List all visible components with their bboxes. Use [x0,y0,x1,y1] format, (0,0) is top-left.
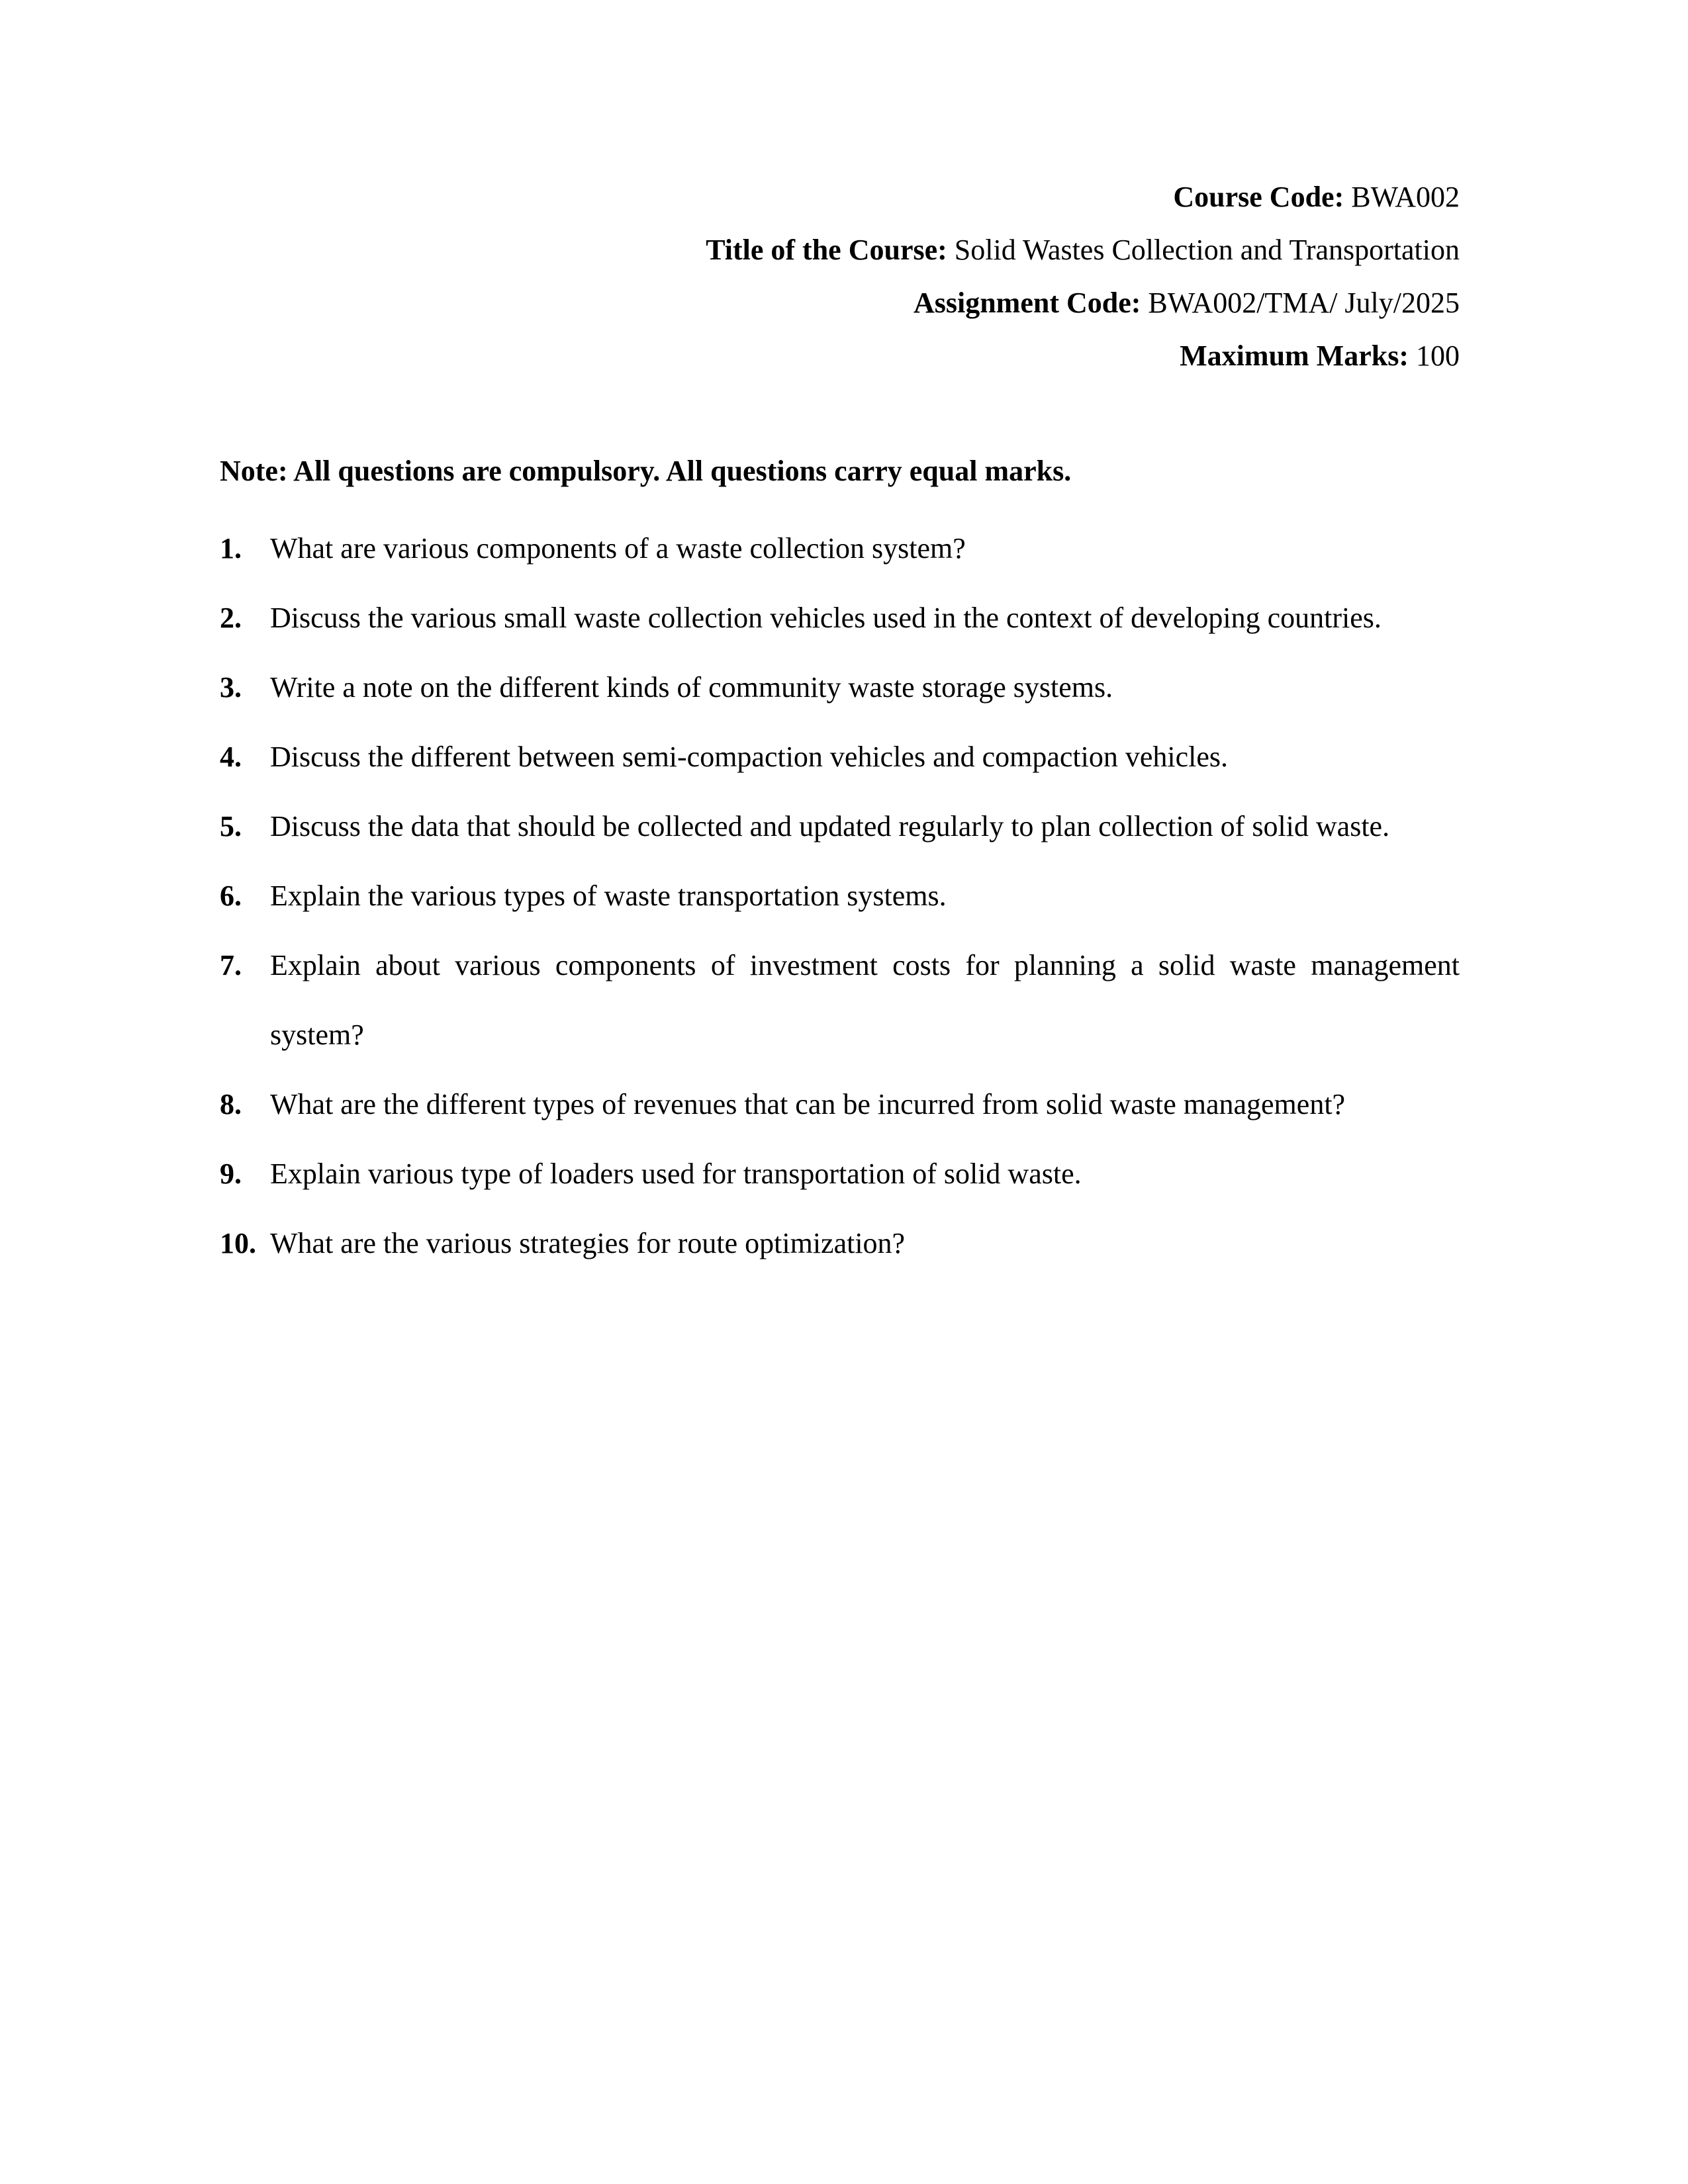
question-text: Explain about various components of investment costs for planning a solid waste management system? [270,949,1460,1051]
max-marks-value: 100 [1416,340,1460,372]
question-text: Explain the various types of waste transportation systems. [270,880,947,912]
question-item [220,514,1460,583]
instructions-note: Note: All questions are compulsory. All questions carry equal marks. [220,455,1072,487]
question-item [220,792,1460,861]
question-text: What are the various strategies for route optimization? [270,1227,906,1259]
document-header [706,171,1460,383]
assignment-code-line [706,277,1460,330]
question-number: 8. [220,1088,242,1120]
question-text: Write a note on the different kinds of community waste storage systems. [270,671,1113,704]
question-text: Discuss the various small waste collection vehicles used in the context of developing countries. [270,602,1382,634]
question-list [220,514,1460,1278]
course-title-line [706,224,1460,277]
question-item [220,1208,1460,1278]
question-text: Discuss the data that should be collected and updated regularly to plan collection of solid waste. [270,810,1390,842]
question-number: 9. [220,1158,242,1190]
course-code-line [706,171,1460,224]
question-number: 2. [220,602,242,634]
question-number: 3. [220,671,242,704]
question-number: 6. [220,880,242,912]
question-item [220,1139,1460,1208]
question-text: Discuss the different between semi-compaction vehicles and compaction vehicles. [270,741,1229,773]
question-item [220,722,1460,792]
question-item [220,931,1460,1069]
max-marks-label: Maximum Marks: [1180,340,1409,372]
question-number: 10. [220,1227,256,1259]
question-item [220,861,1460,931]
course-code-value: BWA002 [1351,181,1460,213]
question-number: 1. [220,532,242,565]
assignment-code-label: Assignment Code: [913,287,1141,319]
question-number: 5. [220,810,242,842]
question-number: 4. [220,741,242,773]
course-title-label: Title of the Course: [706,234,947,266]
max-marks-line [706,330,1460,383]
assignment-code-value: BWA002/TMA/ July/2025 [1148,287,1460,319]
question-item [220,653,1460,722]
course-code-label: Course Code: [1173,181,1344,213]
course-title-value: Solid Wastes Collection and Transportation [954,234,1460,266]
question-item [220,1069,1460,1139]
question-text: What are the different types of revenues that can be incurred from solid waste management? [270,1088,1346,1120]
question-item [220,583,1460,653]
question-number: 7. [220,949,242,981]
question-text: Explain various type of loaders used for transportation of solid waste. [270,1158,1082,1190]
question-text: What are various components of a waste collection system? [270,532,966,565]
